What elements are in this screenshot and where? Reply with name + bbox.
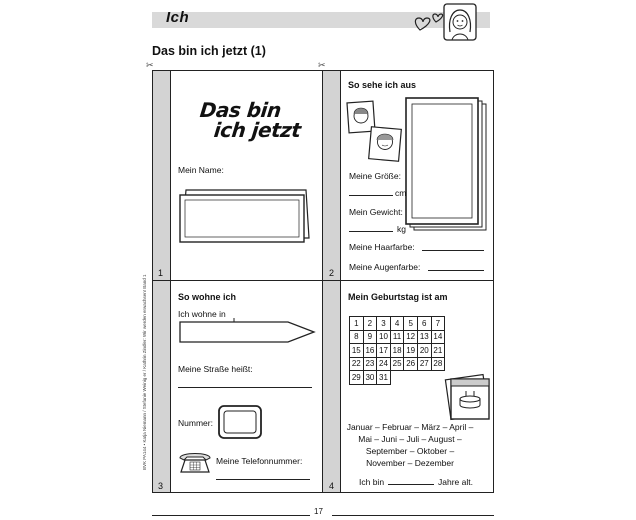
age-blank	[388, 484, 434, 485]
calendar-day: 28	[431, 357, 445, 371]
name-card-icon	[178, 186, 312, 244]
height-label: Meine Größe:	[349, 171, 401, 181]
panel-number: 2	[329, 268, 335, 278]
calendar-day: 5	[404, 317, 418, 331]
calendar-day: 14	[431, 330, 445, 344]
name-label: Mein Name:	[178, 165, 224, 175]
age-prefix: Ich bin	[359, 477, 385, 487]
signpost-arrow-icon	[176, 316, 318, 350]
months-line: Mai – Juni – Juli – August –	[358, 434, 462, 444]
page-number: 17	[314, 507, 323, 516]
calendar-day: 24	[377, 357, 391, 371]
calendar-day: 17	[377, 344, 391, 358]
calendar-day: 2	[363, 317, 377, 331]
calendar-day: 26	[404, 357, 418, 371]
vertical-divider	[322, 70, 323, 493]
girl-portrait-icon	[442, 2, 478, 42]
calendar-week-row	[350, 330, 445, 344]
calendar-day: 19	[404, 344, 418, 358]
calendar-day: 20	[417, 344, 431, 358]
calendar-day: 31	[377, 371, 391, 385]
scissors-icon: ✂	[318, 60, 326, 70]
height-unit: cm	[395, 188, 407, 198]
number-label: Nummer:	[178, 418, 213, 428]
panel-strip-right	[323, 71, 340, 492]
calendar-day: 8	[350, 330, 364, 344]
calendar-day: 27	[417, 357, 431, 371]
telephone-icon	[177, 450, 213, 476]
calendar-day: 18	[390, 344, 404, 358]
house-number-plate-icon	[217, 404, 263, 440]
calendar-day: 11	[390, 330, 404, 344]
panel-number: 3	[158, 481, 164, 491]
months-line: November – Dezember	[366, 458, 454, 468]
panel-number: 1	[158, 268, 164, 278]
calendar-week-row	[350, 357, 445, 371]
panel-number: 4	[329, 481, 335, 491]
birthday-calendar	[349, 316, 445, 385]
calendar-day: 12	[404, 330, 418, 344]
age-suffix: Jahre alt.	[438, 477, 473, 487]
panel1-title-line2: ich jetzt	[212, 118, 302, 142]
horizontal-divider	[152, 280, 494, 281]
calendar-week-row	[350, 317, 445, 331]
calendar-day: 13	[417, 330, 431, 344]
calendar-day: 6	[417, 317, 431, 331]
calendar-day: 10	[377, 330, 391, 344]
weight-blank	[349, 231, 393, 232]
eye-blank	[428, 270, 484, 271]
eye-label: Meine Augenfarbe:	[349, 262, 421, 272]
calendar-day: 16	[363, 344, 377, 358]
calendar-day: 29	[350, 371, 364, 385]
chapter-title: Ich	[166, 9, 190, 26]
panel1-title-line1: Das bin	[198, 98, 283, 122]
height-blank	[349, 195, 393, 196]
birthday-cake-calendar-icon	[442, 371, 492, 421]
calendar-day: 3	[377, 317, 391, 331]
phone-blank	[216, 479, 310, 480]
weight-unit: kg	[397, 224, 406, 234]
live-label: Ich wohne in	[178, 309, 226, 319]
hair-label: Meine Haarfarbe:	[349, 242, 415, 252]
calendar-day: 23	[363, 357, 377, 371]
calendar-day: 7	[431, 317, 445, 331]
calendar-day: 30	[363, 371, 377, 385]
panel2-title: So sehe ich aus	[348, 80, 417, 90]
calendar-day: 9	[363, 330, 377, 344]
panel4-title: Mein Geburtstag ist am	[348, 292, 448, 302]
hair-blank	[422, 250, 484, 251]
calendar-day: 15	[350, 344, 364, 358]
calendar-day: 1	[350, 317, 364, 331]
weight-label: Mein Gewicht:	[349, 207, 403, 217]
months-line: September – Oktober –	[365, 446, 455, 456]
portrait-photos-icon	[346, 98, 406, 164]
panel3-title: So wohne ich	[178, 292, 237, 302]
street-blank	[178, 387, 312, 388]
page-title: Das bin ich jetzt (1)	[152, 44, 266, 58]
calendar-week-row	[350, 371, 445, 385]
calendar-day: 21	[431, 344, 445, 358]
panel-strip-left	[153, 71, 170, 492]
phone-label: Meine Telefonnummer:	[216, 456, 303, 466]
calendar-day: 22	[350, 357, 364, 371]
street-label: Meine Straße heißt:	[178, 364, 253, 374]
strip-border	[170, 70, 171, 493]
footer-rule	[152, 515, 310, 516]
copyright-credit: BVK PA144 • Katja Niemann / Stefanie Weinig er / Kathrin Zindler: Wir werden erwachsen! Band 1	[142, 274, 147, 470]
calendar-day: 4	[390, 317, 404, 331]
footer-rule	[332, 515, 494, 516]
months-line: Januar – Februar – März – April –	[346, 422, 474, 432]
photo-frame-icon	[404, 96, 490, 234]
calendar-week-row	[350, 344, 445, 358]
scissors-icon: ✂	[146, 60, 154, 70]
calendar-day: 25	[390, 357, 404, 371]
